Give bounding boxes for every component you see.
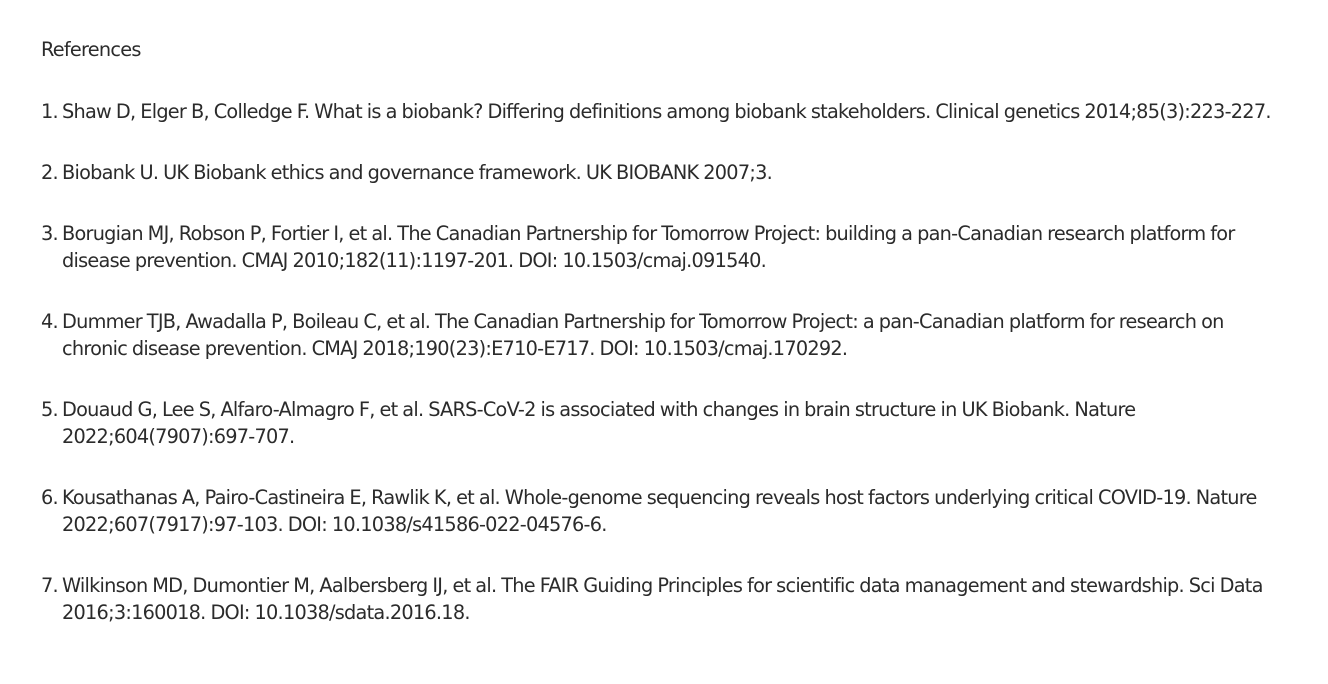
reference-item-5 (41, 396, 1288, 450)
reference-text: Dummer TJB, Awadalla P, Boileau C, et al. The Canadian Partnership for Tomorrow Project: a pan-Canadian platform for research on chronic disease prevention. CMAJ 2018;190(23):E710-E717. DOI: 10.1503/cmaj.170292. (62, 310, 1224, 360)
reference-text: Biobank U. UK Biobank ethics and governance framework. UK BIOBANK 2007;3. (62, 161, 772, 184)
reference-number: 7. (41, 574, 58, 597)
reference-text: Wilkinson MD, Dumontier M, Aalbersberg IJ, et al. The FAIR Guiding Principles for scientific data management and stewardship. Sci Data 2016;3:160018. DOI: 10.1038/sdata.2016.18. (62, 574, 1263, 624)
reference-number: 4. (41, 310, 58, 333)
reference-item-4 (41, 308, 1288, 362)
reference-number: 6. (41, 486, 58, 509)
reference-item-7 (41, 572, 1288, 626)
reference-item-2 (41, 159, 1288, 186)
reference-item-6 (41, 484, 1288, 538)
references-heading: References (41, 38, 141, 61)
reference-list (41, 98, 1288, 626)
reference-item-3 (41, 220, 1288, 274)
reference-text: Douaud G, Lee S, Alfaro-Almagro F, et al. SARS-CoV-2 is associated with changes in brain structure in UK Biobank. Nature 2022;604(7907):697-707. (62, 398, 1136, 448)
reference-text: Kousathanas A, Pairo-Castineira E, Rawlik K, et al. Whole-genome sequencing reveals host factors underlying critical COVID-19. Nature 2022;607(7917):97-103. DOI: 10.1038/s41586-022-04576-6. (62, 486, 1257, 536)
reference-number: 1. (41, 100, 58, 123)
reference-number: 2. (41, 161, 58, 184)
reference-item-1 (41, 98, 1288, 125)
reference-text: Borugian MJ, Robson P, Fortier I, et al. The Canadian Partnership for Tomorrow Project: building a pan-Canadian research platform for disease prevention. CMAJ 2010;182(11):1197-201. DOI: 10.1503/cmaj.091540. (62, 222, 1235, 272)
reference-text: Shaw D, Elger B, Colledge F. What is a biobank? Differing definitions among biobank stakeholders. Clinical genetics 2014;85(3):223-227. (62, 100, 1271, 123)
reference-number: 5. (41, 398, 58, 421)
reference-number: 3. (41, 222, 58, 245)
